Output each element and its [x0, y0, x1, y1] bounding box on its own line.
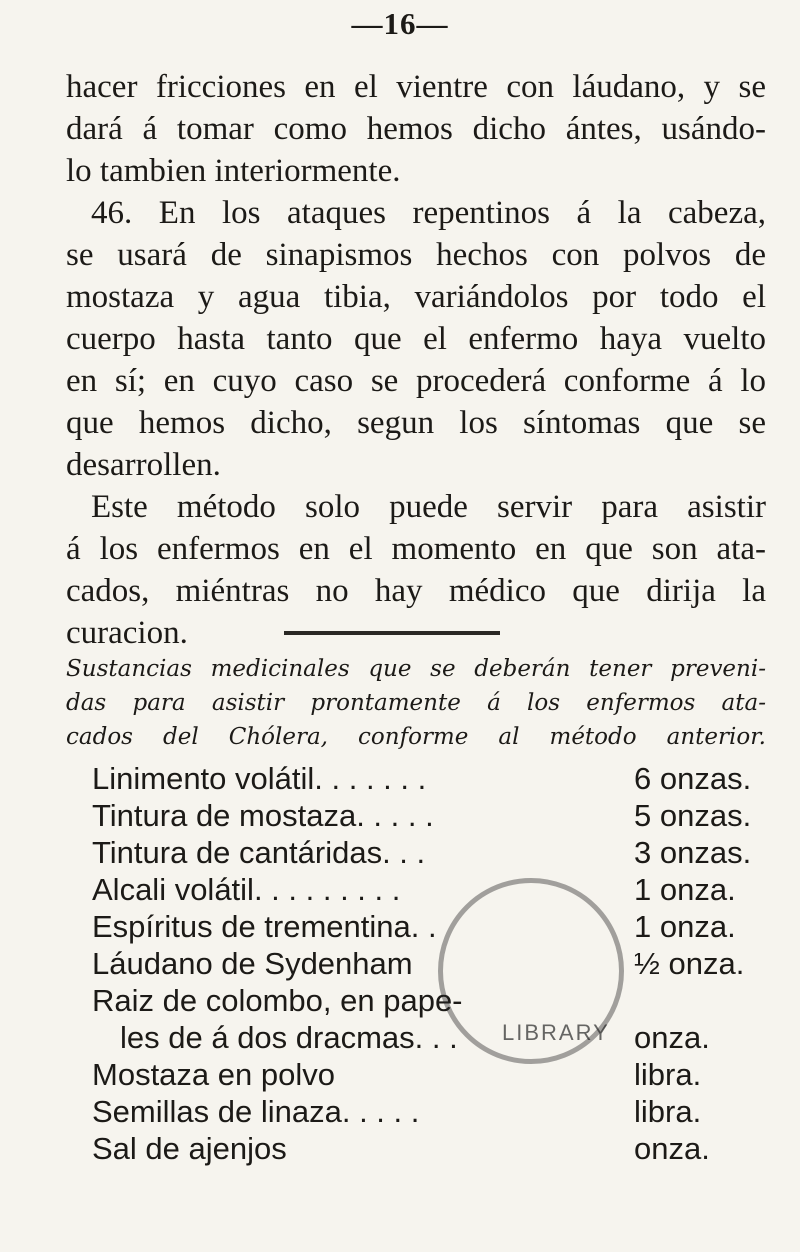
recipe-quantity: libra. — [634, 1057, 702, 1092]
text-line: cuerpo hasta tanto que el enfermo haya vuelto — [66, 321, 766, 357]
recipe-row — [92, 908, 772, 945]
script-line: das para asistir prontamente á los enfermos ata- — [66, 690, 766, 716]
recipe-item: Espíritus de trementina. . — [92, 909, 437, 944]
recipe-row — [92, 871, 772, 908]
recipe-item: Semillas de linaza. . . . . — [92, 1094, 420, 1129]
section-divider — [284, 631, 500, 635]
recipe-row — [92, 834, 772, 871]
body-text — [66, 66, 766, 654]
recipe-row — [92, 1056, 772, 1093]
recipe-row — [92, 1093, 772, 1130]
text-line: desarrollen. — [66, 447, 221, 483]
recipe-item: Láudano de Sydenham — [92, 946, 413, 981]
text-line: 46. En los ataques repentinos á la cabeza, — [91, 195, 766, 231]
text-line: curacion. — [66, 615, 188, 651]
recipe-list — [92, 760, 772, 1167]
recipe-quantity: 3 onzas. — [634, 835, 752, 870]
text-line: hacer fricciones en el vientre con láudano, y se — [66, 69, 766, 105]
recipe-item: Sal de ajenjos — [92, 1131, 287, 1166]
recipe-row — [92, 945, 772, 982]
script-line: cados del Chólera, conforme al método anterior. — [66, 724, 766, 750]
recipe-quantity: 5 onzas. — [634, 798, 752, 833]
recipe-quantity: onza. — [634, 1131, 710, 1166]
recipe-quantity: onza. — [634, 1020, 710, 1055]
recipe-quantity: ½ onza. — [634, 946, 745, 981]
recipe-quantity: libra. — [634, 1094, 702, 1129]
text-line: mostaza y agua tibia, variándolos por todo el — [66, 279, 766, 315]
recipe-item: Tintura de cantáridas. . . — [92, 835, 426, 870]
page-number: —16— — [351, 6, 449, 41]
library-stamp-text: LIBRARY — [502, 1020, 610, 1045]
text-line: que hemos dicho, segun los síntomas que se — [66, 405, 766, 441]
recipe-quantity: 6 onzas. — [634, 761, 752, 796]
script-heading — [66, 652, 766, 754]
recipe-quantity: 1 onza. — [634, 872, 736, 907]
recipe-row — [92, 797, 772, 834]
recipe-row — [92, 760, 772, 797]
recipe-item: Raiz de colombo, en pape- — [92, 983, 463, 1018]
script-line: Sustancias medicinales que se deberán tener preveni- — [66, 656, 766, 682]
recipe-row — [92, 1130, 772, 1167]
recipe-row — [92, 982, 772, 1019]
recipe-item: Tintura de mostaza. . . . . — [92, 798, 434, 833]
text-line: cados, miéntras no hay médico que dirija la — [66, 573, 766, 609]
recipe-row — [92, 1019, 772, 1056]
text-line: á los enfermos en el momento en que son ata- — [66, 531, 766, 567]
recipe-quantity: 1 onza. — [634, 909, 736, 944]
text-line: en sí; en cuyo caso se procederá conforme á lo — [66, 363, 766, 399]
text-line: lo tambien interiormente. — [66, 153, 401, 189]
recipe-item: les de á dos dracmas. . . — [120, 1020, 458, 1055]
text-line: se usará de sinapismos hechos con polvos de — [66, 237, 766, 273]
recipe-item: Mostaza en polvo — [92, 1057, 335, 1092]
recipe-item: Linimento volátil. . . . . . . — [92, 761, 427, 796]
text-line: Este método solo puede servir para asistir — [91, 489, 766, 525]
recipe-item: Alcali volátil. . . . . . . . . — [92, 872, 401, 907]
text-line: dará á tomar como hemos dicho ántes, usándo- — [66, 111, 766, 147]
